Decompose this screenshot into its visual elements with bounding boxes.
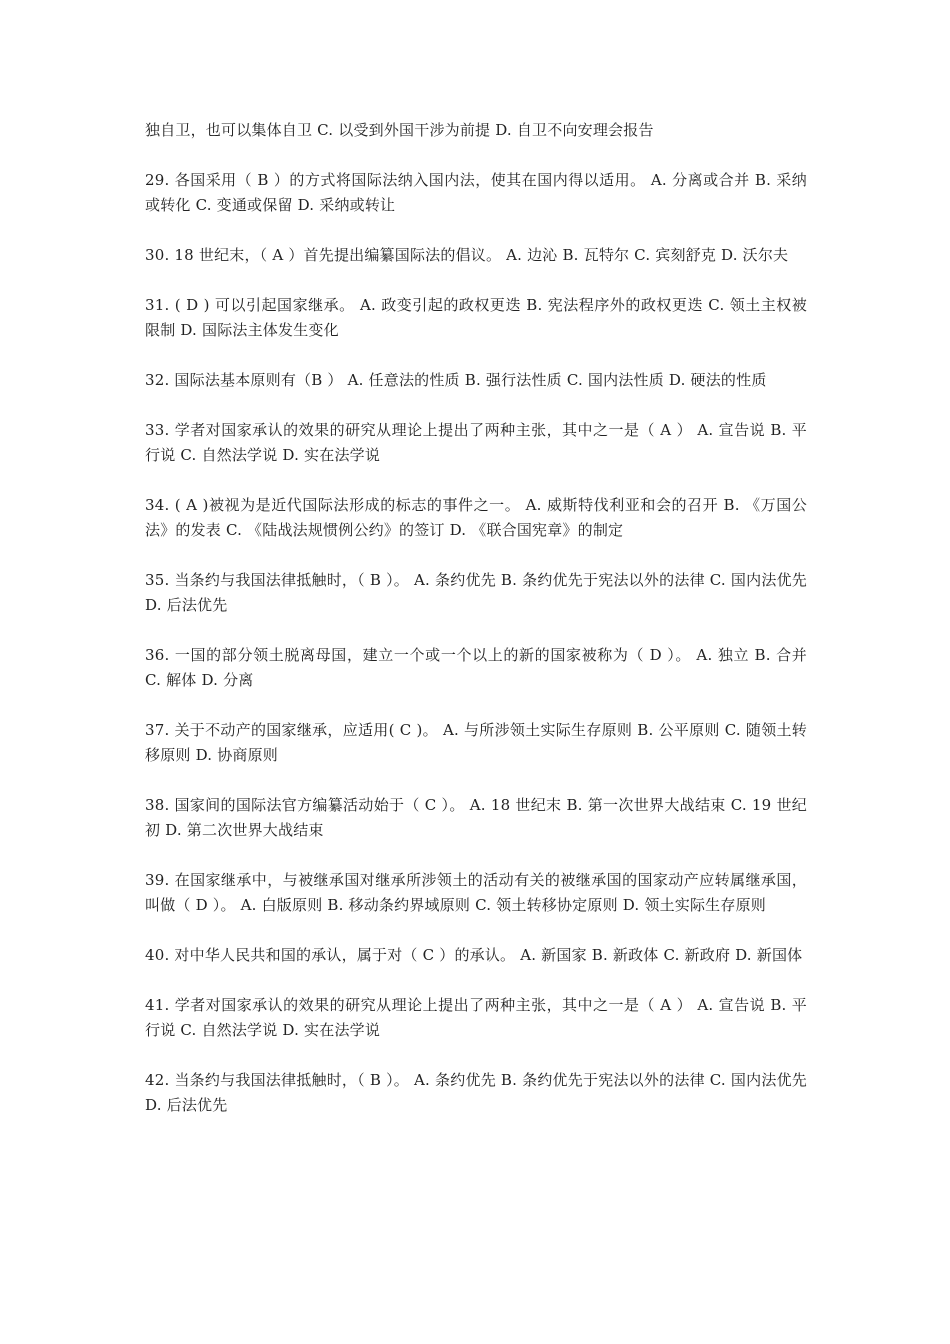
question-33: 33. 学者对国家承认的效果的研究从理论上提出了两种主张，其中之一是（ A ） A. 宣告说 B. 平行说 C. 自然法学说 D. 实在法学说 bbox=[145, 421, 807, 464]
question-38: 38. 国家间的国际法官方编纂活动始于（ C ）。 A. 18 世纪末 B. 第一次世界大战结束 C. 19 世纪初 D. 第二次世界大战结束 bbox=[145, 796, 807, 839]
question-29: 29. 各国采用（ B ）的方式将国际法纳入国内法，使其在国内得以适用。 A. 分离或合并 B. 采纳或转化 C. 变通或保留 D. 采纳或转让 bbox=[145, 171, 807, 214]
question-34: 34. ( A )被视为是近代国际法形成的标志的事件之一。 A. 威斯特伐利亚和会的召开 B. 《万国公法》的发表 C. 《陆战法规惯例公约》的签订 D. 《联合国宪章》的制定 bbox=[145, 496, 807, 539]
question-37: 37. 关于不动产的国家继承，应适用( C )。 A. 与所涉领土实际生存原则 B. 公平原则 C. 随领土转移原则 D. 协商原则 bbox=[145, 721, 807, 764]
question-40: 40. 对中华人民共和国的承认，属于对（ C ）的承认。 A. 新国家 B. 新政体 C. 新政府 D. 新国体 bbox=[145, 946, 803, 964]
question-42: 42. 当条约与我国法律抵触时，（ B ）。 A. 条约优先 B. 条约优先于宪法以外的法律 C. 国内法优先 D. 后法优先 bbox=[145, 1071, 807, 1114]
question-31: 31. ( D ) 可以引起国家继承。 A. 政变引起的政权更迭 B. 宪法程序外的政权更迭 C. 领土主权被限制 D. 国际法主体发生变化 bbox=[145, 296, 807, 339]
question-35: 35. 当条约与我国法律抵触时，（ B ）。 A. 条约优先 B. 条约优先于宪法以外的法律 C. 国内法优先 D. 后法优先 bbox=[145, 571, 807, 614]
question-39: 39. 在国家继承中，与被继承国对继承所涉领土的活动有关的被继承国的国家动产应转属继承国，叫做（ D ）。 A. 白版原则 B. 移动条约界域原则 C. 领土转移协定原则 D. 领土实际生存原则 bbox=[145, 871, 807, 914]
paragraph-continued: 独自卫，也可以集体自卫 C. 以受到外国干涉为前提 D. 自卫不向安理会报告 bbox=[145, 121, 654, 139]
question-32: 32. 国际法基本原则有（B ） A. 任意法的性质 B. 强行法性质 C. 国内法性质 D. 硬法的性质 bbox=[145, 371, 767, 389]
question-41: 41. 学者对国家承认的效果的研究从理论上提出了两种主张，其中之一是（ A ） A. 宣告说 B. 平行说 C. 自然法学说 D. 实在法学说 bbox=[145, 996, 807, 1039]
question-36: 36. 一国的部分领土脱离母国，建立一个或一个以上的新的国家被称为（ D ）。 A. 独立 B. 合并 C. 解体 D. 分离 bbox=[145, 646, 807, 689]
document-page bbox=[145, 118, 807, 1143]
question-30: 30. 18 世纪末，（ A ）首先提出编纂国际法的倡议。 A. 边沁 B. 瓦特尔 C. 宾刻舒克 D. 沃尔夫 bbox=[145, 246, 789, 264]
